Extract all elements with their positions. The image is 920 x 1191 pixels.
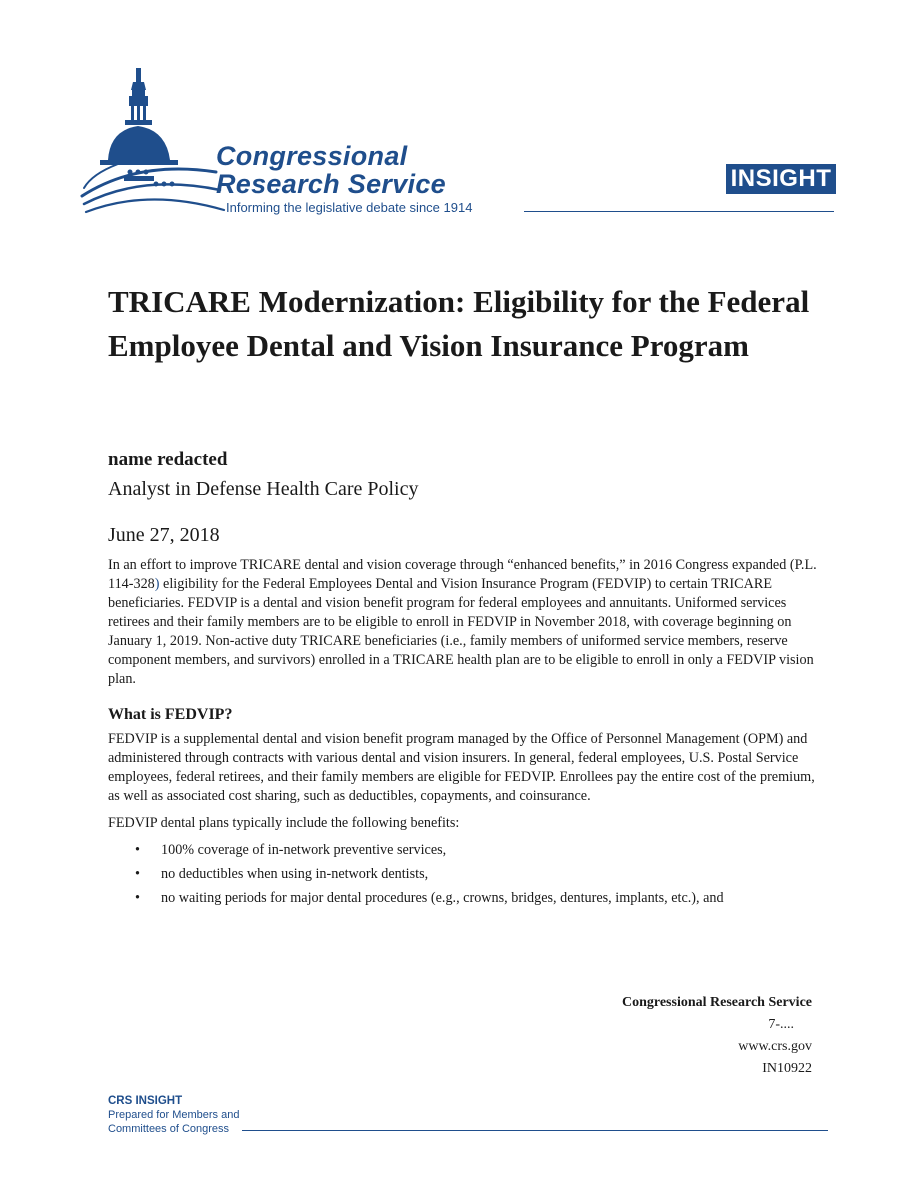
tagline: Informing the legislative debate since 1914 xyxy=(226,200,473,215)
footer-line-1: Prepared for Members and xyxy=(108,1109,240,1121)
footer-rule xyxy=(242,1130,828,1131)
intro-paragraph xyxy=(108,556,818,689)
footer-title: CRS INSIGHT xyxy=(108,1095,183,1107)
bullet-icon: • xyxy=(135,890,140,906)
crs-org: Congressional Research Service xyxy=(621,995,812,1010)
footer-line-2: Committees of Congress xyxy=(108,1123,230,1135)
public-law-link-close: ) xyxy=(154,576,160,592)
crs-number: 7-.... xyxy=(768,1017,794,1032)
crs-url[interactable]: www.crs.gov xyxy=(738,1039,812,1054)
bullet-icon: • xyxy=(135,842,140,858)
page-title: TRICARE Modernization: Eligibility for the Federal Employee Dental and Vision Insurance Program xyxy=(108,284,810,363)
publication-date: June 27, 2018 xyxy=(108,524,220,546)
body-text xyxy=(108,556,818,913)
list-item xyxy=(108,889,818,908)
tagline-rule xyxy=(524,211,834,212)
list-item-text: no deductibles when using in-network dentists, xyxy=(161,866,429,882)
section-heading: What is FEDVIP? xyxy=(108,706,233,723)
list-item-text: 100% coverage of in-network preventive services, xyxy=(161,842,447,858)
crs-id: IN10922 xyxy=(762,1061,812,1076)
capitol-dome-icon xyxy=(78,64,228,219)
bullet-icon: • xyxy=(135,866,140,882)
org-name xyxy=(216,142,536,198)
author-role: Analyst in Defense Health Care Policy xyxy=(108,478,419,500)
fedvip-paragraph: FEDVIP is a supplemental dental and vision benefit program managed by the Office of Personnel Management (OPM) and administered through contracts with various dental and vision insurers. In general, federal employees, U.S. Postal Service employees, federal retirees, and their family members are eligible for FEDVIP. Enrollees pay the entire cost of the premium, as well as associated cost sharing, such as deductibles, copayments, and coinsurance. xyxy=(108,731,815,804)
benefits-intro: FEDVIP dental plans typically include the following benefits: xyxy=(108,815,460,831)
crs-info-block xyxy=(540,992,812,1080)
list-item-text: no waiting periods for major dental procedures (e.g., crowns, bridges, dentures, implants, etc.), and xyxy=(161,890,724,906)
list-item xyxy=(108,865,818,884)
public-law-link[interactable]: P.L. 114-328 xyxy=(108,557,817,592)
benefits-list xyxy=(108,841,818,908)
insight-badge: INSIGHT xyxy=(726,164,836,194)
intro-text-1: In an effort to improve TRICARE dental and vision coverage through “enhanced benefits,” in 2016 Congress expanded ( xyxy=(108,557,795,573)
list-item xyxy=(108,841,818,860)
org-name-line1: Congressional xyxy=(216,141,408,171)
author-name: name redacted xyxy=(108,449,228,470)
intro-text-2: eligibility for the Federal Employees Dental and Vision Insurance Program (FEDVIP) to certain TRICARE beneficiaries. FEDVIP is a dental and vision benefit program for federal employees and annuitants. Uniformed services retirees and their family members are to be eligible to enroll in FEDVIP in November 2018, with coverage beginning on January 1, 2019. Non-active duty TRICARE beneficiaries (i.e., family members of uniformed service members, reserve component members, and survivors) enrolled in a TRICARE health plan are to be eligible to enroll in only a FEDVIP vision plan. xyxy=(108,576,814,687)
org-name-line2: Research Service xyxy=(216,169,446,199)
